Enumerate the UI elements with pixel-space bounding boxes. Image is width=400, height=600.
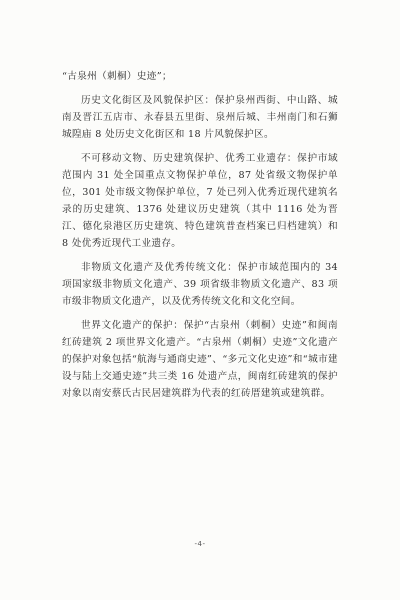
- page-number: -4-: [194, 540, 206, 548]
- paragraph-immovable-relics: 不可移动文物、历史建筑保护、优秀工业遗存：保护市域范围内 31 处全国重点文物保护单位，87 处省级文物保护单位，301 处市级文物保护单位，7 处已列入优秀近现代建筑名录的历史建筑、1376 处建议历史建筑（其中 1116 处为晋江、德化泉港区历史建筑、特色建筑普查档案已归档建筑）和 8 处优秀近现代工业遗存。: [62, 153, 338, 249]
- paragraph-world-heritage: 世界文化遗产的保护：保护“古泉州（刺桐）史迹”和闽南红砖建筑 2 项世界文化遗产。“古泉州（刺桐）史迹”文化遗产的保护对象包括“航海与通商史迹”、“多元文化史迹”和“城市建设与陆上交通史迹”共三类 16 处遗产点，闽南红砖建筑的保护对象以南安蔡氏古民居建筑群为代表的红砖厝建筑或建筑群。: [62, 320, 338, 399]
- paragraph-historic-districts: 历史文化街区及风貌保护区：保护泉州西街、中山路、城南及晋江五店市、永春县五里街、泉州后城、丰州南门和石狮城隍庙 8 处历史文化街区和 18 片风貌保护区。: [62, 95, 338, 140]
- document-body: [62, 68, 338, 409]
- paragraph-intangible-heritage: 非物质文化遗产及优秀传统文化：保护市域范围内的 34 项国家级非物质文化遗产、39 项省级非物质文化遗产、83 项市级非物质文化遗产，以及优秀传统文化和文化空间。: [62, 262, 338, 307]
- paragraph-heritage-title-continuation: “古泉州（刺桐）史迹”；: [62, 71, 172, 82]
